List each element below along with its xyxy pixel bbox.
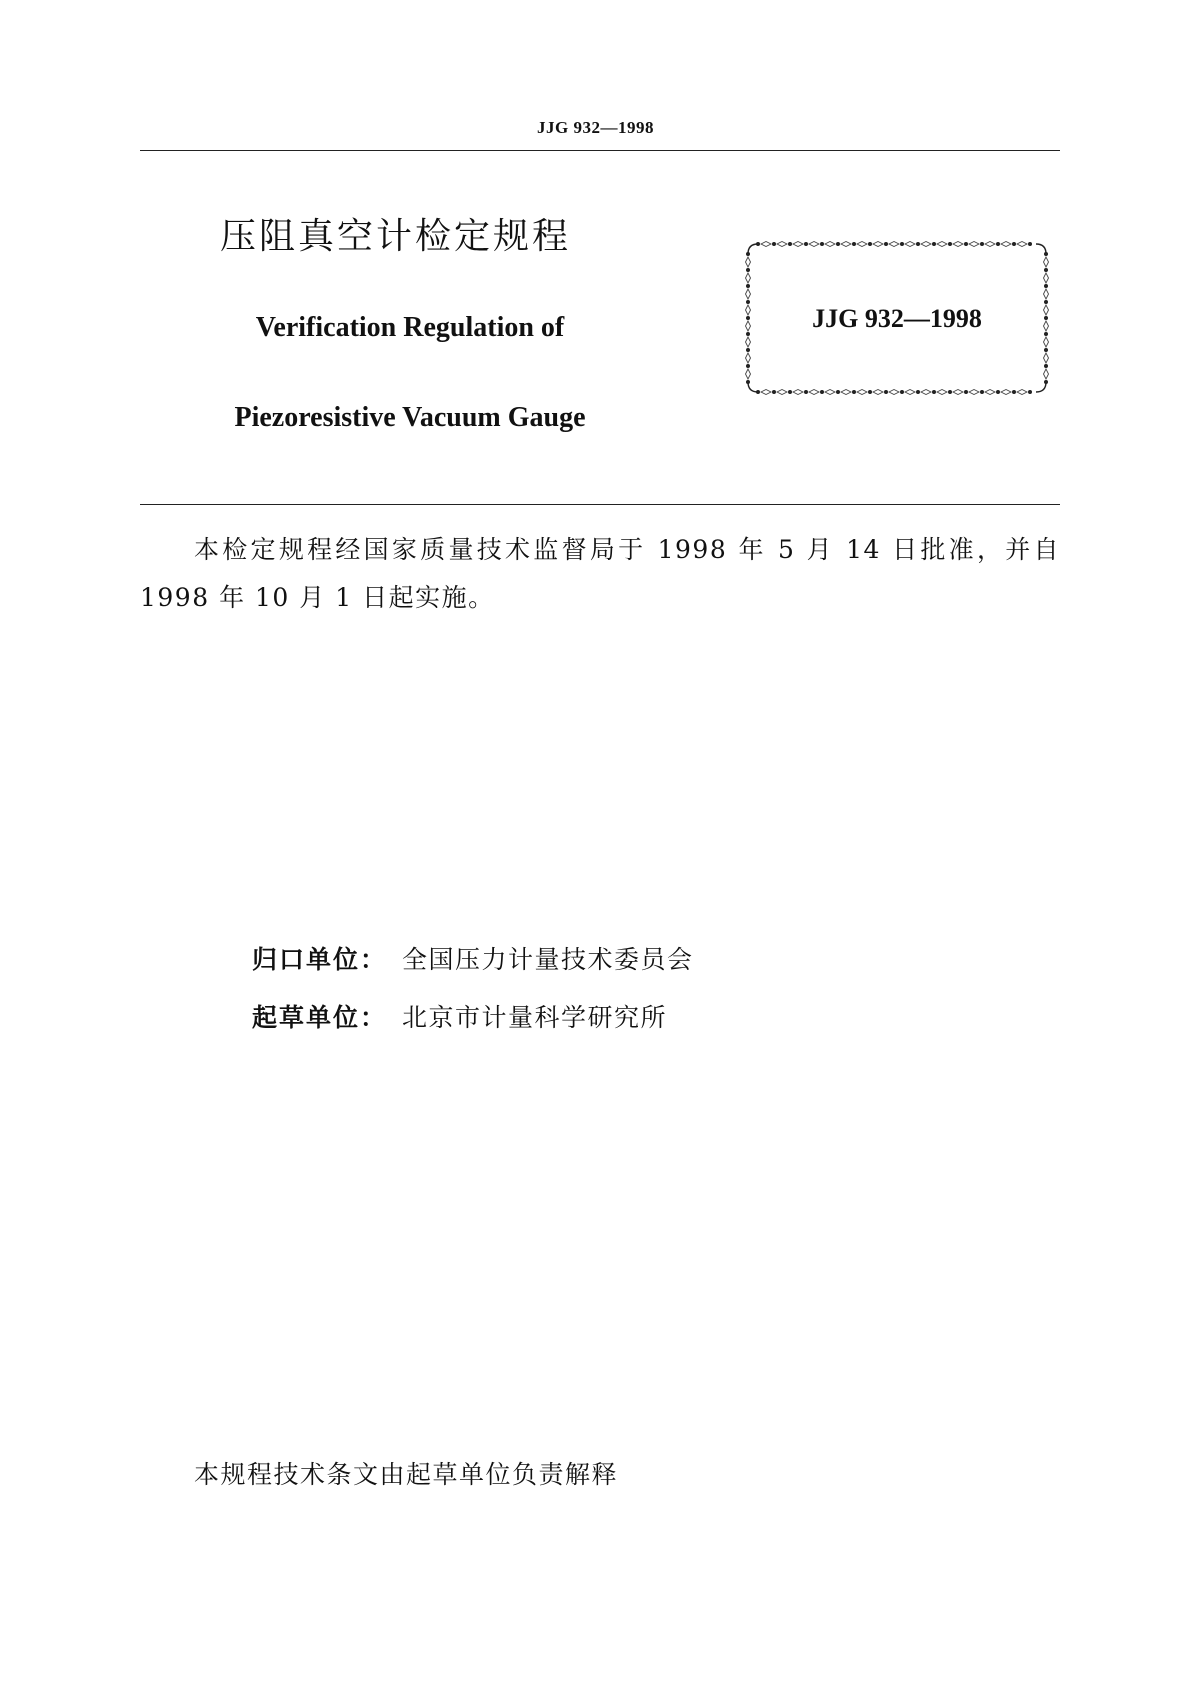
footer-note: 本规程技术条文由起草单位负责解释	[194, 1460, 619, 1489]
running-header: JJG 932—1998	[537, 118, 654, 137]
section-rule	[140, 504, 1060, 505]
organization-value: 全国压力计量技术委员会	[402, 945, 694, 974]
title-chinese: 压阻真空计检定规程	[220, 216, 572, 257]
organization-row-drafting	[252, 998, 667, 1034]
title-english-line-2: Piezoresistive Vacuum Gauge	[234, 402, 586, 433]
header-rule	[140, 150, 1060, 151]
organization-row-responsible	[252, 940, 694, 976]
approval-paragraph: 本检定规程经国家质量技术监督局于 1998 年 5 月 14 日批准，并自 1998 年 10 月 1 日起实施。	[140, 535, 1060, 612]
organization-value: 北京市计量科学研究所	[402, 1003, 668, 1032]
organization-label: 起草单位：	[252, 1003, 388, 1032]
title-english-line-1: Verification Regulation of	[255, 312, 565, 343]
standard-code: JJG 932—1998	[812, 304, 982, 333]
organization-label: 归口单位：	[252, 945, 388, 974]
code-frame	[742, 238, 1052, 398]
